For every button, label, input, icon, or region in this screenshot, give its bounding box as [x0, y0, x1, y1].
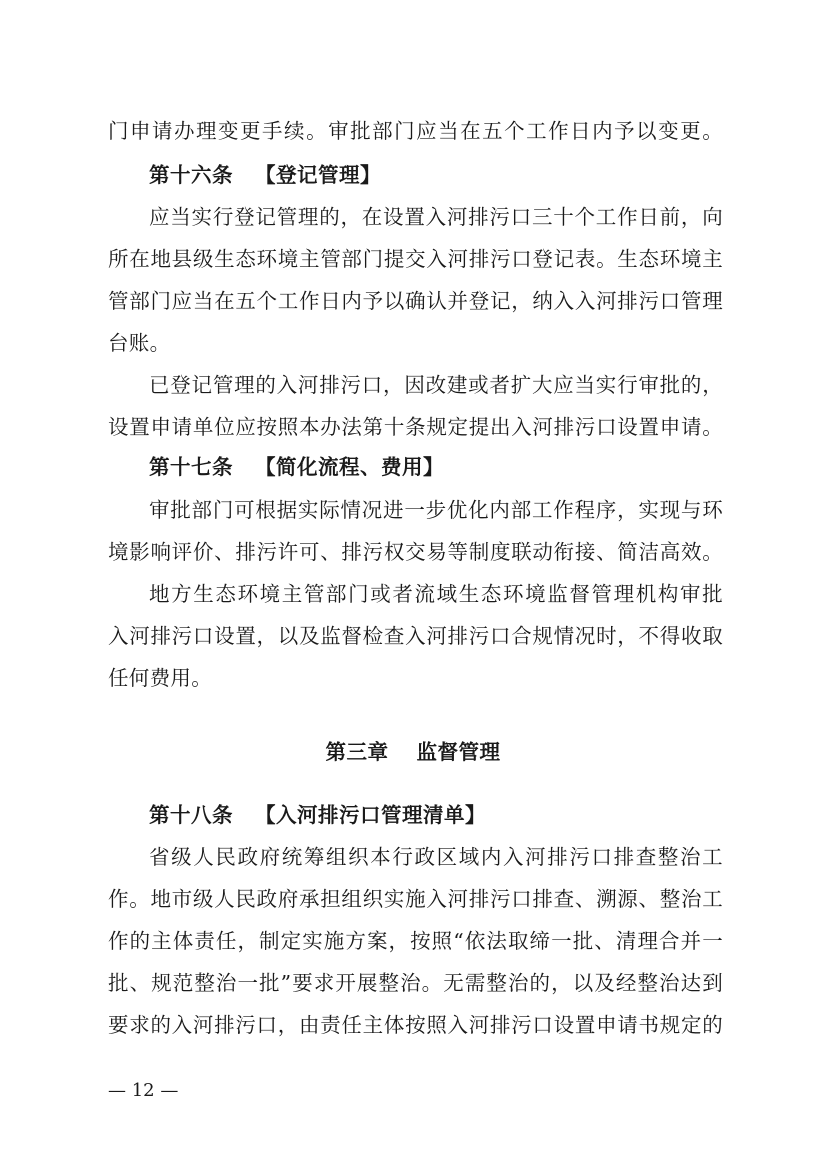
body-line: 所在地县级生态环境主管部门提交入河排污口登记表。生态环境主 [108, 247, 723, 271]
body-line: 设置申请单位应按照本办法第十条规定提出入河排污口设置申请。 [108, 415, 723, 439]
body-line: 管部门应当在五个工作日内予以确认并登记，纳入入河排污口管理 [108, 289, 723, 313]
chapter-number: 第三章 [325, 740, 389, 764]
article-title: 第十八条 [149, 803, 233, 827]
body-line: 地方生态环境主管部门或者流域生态环境监督管理机构审批 [149, 582, 723, 606]
article-17-heading [149, 452, 723, 482]
article-topic: 【登记管理】 [255, 163, 381, 187]
chapter-3-title [0, 737, 826, 767]
article-topic: 【入河排污口管理清单】 [255, 803, 486, 827]
body-line: 境影响评价、排污许可、排污权交易等制度联动衔接、简洁高效。 [108, 540, 723, 564]
body-line: 应当实行登记管理的，在设置入河排污口三十个工作日前，向 [149, 205, 723, 229]
chapter-name: 监督管理 [416, 740, 501, 764]
article-title: 第十七条 [149, 455, 233, 479]
body-line: 作的主体责任，制定实施方案，按照“依法取缔一批、清理合并一 [108, 929, 723, 953]
article-topic: 【简化流程、费用】 [255, 455, 444, 479]
body-line: 省级人民政府统筹组织本行政区域内入河排污口排查整治工 [149, 845, 723, 869]
body-line: 门申请办理变更手续。审批部门应当在五个工作日内予以变更。 [108, 119, 723, 143]
body-line: 要求的入河排污口，由责任主体按照入河排污口设置申请书规定的 [108, 1013, 723, 1037]
article-18-heading [149, 800, 723, 830]
body-line: 任何费用。 [108, 666, 212, 690]
body-line: 台账。 [108, 331, 171, 355]
body-line: 审批部门可根据实际情况进一步优化内部工作程序，实现与环 [149, 498, 723, 522]
article-16-heading [149, 160, 723, 190]
page-number: — 12 — [108, 1080, 179, 1101]
body-line: 已登记管理的入河排污口，因改建或者扩大应当实行审批的， [149, 373, 723, 397]
body-line: 批、规范整治一批”要求开展整治。无需整治的，以及经整治达到 [108, 971, 723, 995]
body-line: 作。地市级人民政府承担组织实施入河排污口排查、溯源、整治工 [108, 887, 723, 911]
article-title: 第十六条 [149, 163, 233, 187]
body-line: 入河排污口设置，以及监督检查入河排污口合规情况时，不得收取 [108, 624, 723, 648]
